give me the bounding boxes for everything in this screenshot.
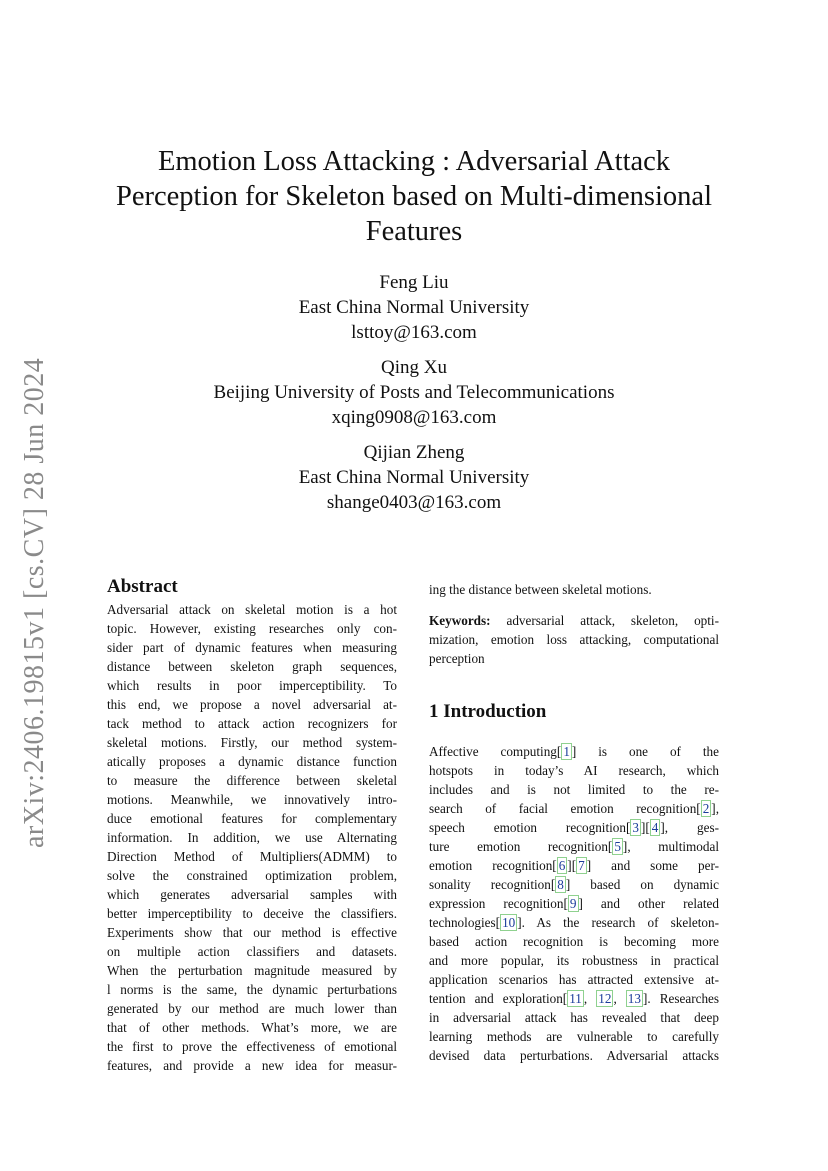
citation-link[interactable]: 13 (627, 991, 641, 1006)
arxiv-identifier-stamp: arXiv:2406.19815v1 [cs.CV] 28 Jun 2024 (19, 357, 50, 848)
text-line: technologies[ 10 ]. As the research of skeleton- (429, 915, 719, 930)
text-line: speech emotion recognition[ 3 ][ 4 ], ges- (429, 820, 719, 835)
keywords-line: mization, emotion loss attacking, computational (429, 632, 719, 647)
abstract-continuation: ing the distance between skeletal motions. (429, 582, 652, 597)
text-line: which results in poor imperceptibility. To (107, 678, 397, 693)
keywords-text: adversarial attack, skeleton, opti- (490, 613, 719, 628)
keywords-line: perception (429, 651, 485, 666)
text-line: application scenarios has attracted extensive at- (429, 972, 719, 987)
citation-link[interactable]: 3 (632, 820, 639, 835)
text-line: l norms is the same, the dynamic perturbations (107, 982, 397, 997)
title-line: Perception for Skeleton based on Multi-dimensional (115, 181, 712, 212)
left-column (107, 576, 397, 1075)
citation-link[interactable]: 7 (578, 858, 585, 873)
text-line: information. In addition, we use Alternating (107, 830, 397, 845)
author-email[interactable]: shange0403@163.com (326, 492, 502, 513)
text-line: ture emotion recognition[ 5 ], multimodal (429, 839, 719, 854)
text-line: the first to prove the effectiveness of emotional (107, 1039, 397, 1054)
text-line: sonality recognition[ 8 ] based on dynamic (429, 877, 719, 892)
text-line: emotion recognition[ 6 ][ 7 ] and some per- (429, 858, 719, 873)
text-line: in adversarial attack has revealed that deep (429, 1010, 719, 1025)
text-line: Direction Method of Multipliers(ADMM) to (107, 849, 397, 864)
citation-link[interactable]: 12 (598, 991, 612, 1006)
text-line: atically proposes a dynamic distance function (107, 754, 397, 769)
citation-link[interactable]: 9 (569, 896, 577, 911)
author-name: Feng Liu (379, 272, 449, 293)
citation-link[interactable]: 10 (502, 915, 516, 930)
text-line: hotspots in today’s AI research, which (429, 763, 719, 778)
title-line: Features (365, 216, 463, 247)
text-line: search of facial emotion recognition[ 2 ], (429, 801, 719, 816)
text-line: includes and is not limited to the re- (429, 782, 719, 797)
text-line: based action recognition is becoming more (429, 934, 719, 949)
abstract-body (107, 600, 397, 1075)
citation-link[interactable]: 1 (563, 744, 570, 759)
author-name: Qing Xu (381, 357, 447, 378)
text-line: tention and exploration[ 11 , 12 , 13 ]. Researches (429, 991, 720, 1006)
text-line: When the perturbation magnitude measured by (107, 963, 397, 978)
text-line: features, and provide a new idea for measur- (107, 1058, 397, 1073)
author-email[interactable]: lsttoy@163.com (351, 322, 477, 343)
text-line: generated by our method are much lower than (107, 1001, 397, 1016)
text-line: devised data perturbations. Adversarial attacks (429, 1048, 719, 1063)
keywords-label: Keywords: (429, 613, 491, 628)
citation-link[interactable]: 2 (702, 801, 710, 816)
text-line: on multiple action classifiers and datasets. (107, 944, 397, 959)
text-line: expression recognition[ 9 ] and other related (429, 896, 719, 911)
text-line: Adversarial attack on skeletal motion is a hot (107, 602, 397, 617)
author-name: Qijian Zheng (363, 442, 465, 463)
text-line: skeletal motions. Firstly, our method system- (107, 735, 397, 750)
author-block (140, 440, 688, 515)
text-line: topic. However, existing researches only con- (107, 621, 397, 636)
citation-link[interactable]: 8 (557, 877, 564, 892)
paper-title (100, 144, 728, 249)
text-line: tack method to attack action recognizers for (107, 716, 397, 731)
text-line: this end, we propose a novel adversarial at- (107, 697, 397, 712)
citation-link[interactable]: 4 (651, 820, 659, 835)
citation-link[interactable]: 11 (569, 991, 582, 1006)
text-line: which generates adversarial samples with (107, 887, 397, 902)
author-affiliation: East China Normal University (298, 297, 530, 318)
author-email[interactable]: xqing0908@163.com (331, 407, 497, 428)
citation-link[interactable]: 6 (558, 858, 566, 873)
text-line: to measure the difference between skeletal (107, 773, 397, 788)
author-affiliation: Beijing University of Posts and Telecommunications (213, 382, 615, 403)
text-line: motions. Meanwhile, we innovatively intro- (107, 792, 397, 807)
author-block (140, 355, 688, 430)
title-line: Emotion Loss Attacking : Adversarial Attack (157, 146, 671, 177)
text-line: learning methods are vulnerable to carefully (429, 1029, 719, 1044)
abstract-heading: Abstract (107, 576, 178, 597)
introduction-heading: 1 Introduction (429, 701, 547, 722)
text-line: that of other methods. What’s more, we are (107, 1020, 397, 1035)
text-line: and more popular, its robustness in practical (429, 953, 719, 968)
author-block (140, 270, 688, 345)
keywords-block (429, 611, 719, 668)
text-line: solve the constrained optimization problem, (107, 868, 397, 883)
text-line: distance between skeleton graph sequences, (107, 659, 397, 674)
text-line: sider part of dynamic features when measuring (107, 640, 397, 655)
text-line: Affective computing[ 1 ] is one of the (429, 744, 719, 759)
author-affiliation: East China Normal University (298, 467, 530, 488)
keywords-line (429, 611, 719, 630)
text-line: better imperceptibility to deceive the classifiers. (107, 906, 397, 921)
citation-link[interactable]: 5 (614, 839, 621, 854)
text-line: duce emotional features for complementary (107, 811, 397, 826)
introduction-body (429, 742, 719, 1065)
text-line: Experiments show that our method is effective (107, 925, 397, 940)
right-column (429, 576, 719, 1065)
